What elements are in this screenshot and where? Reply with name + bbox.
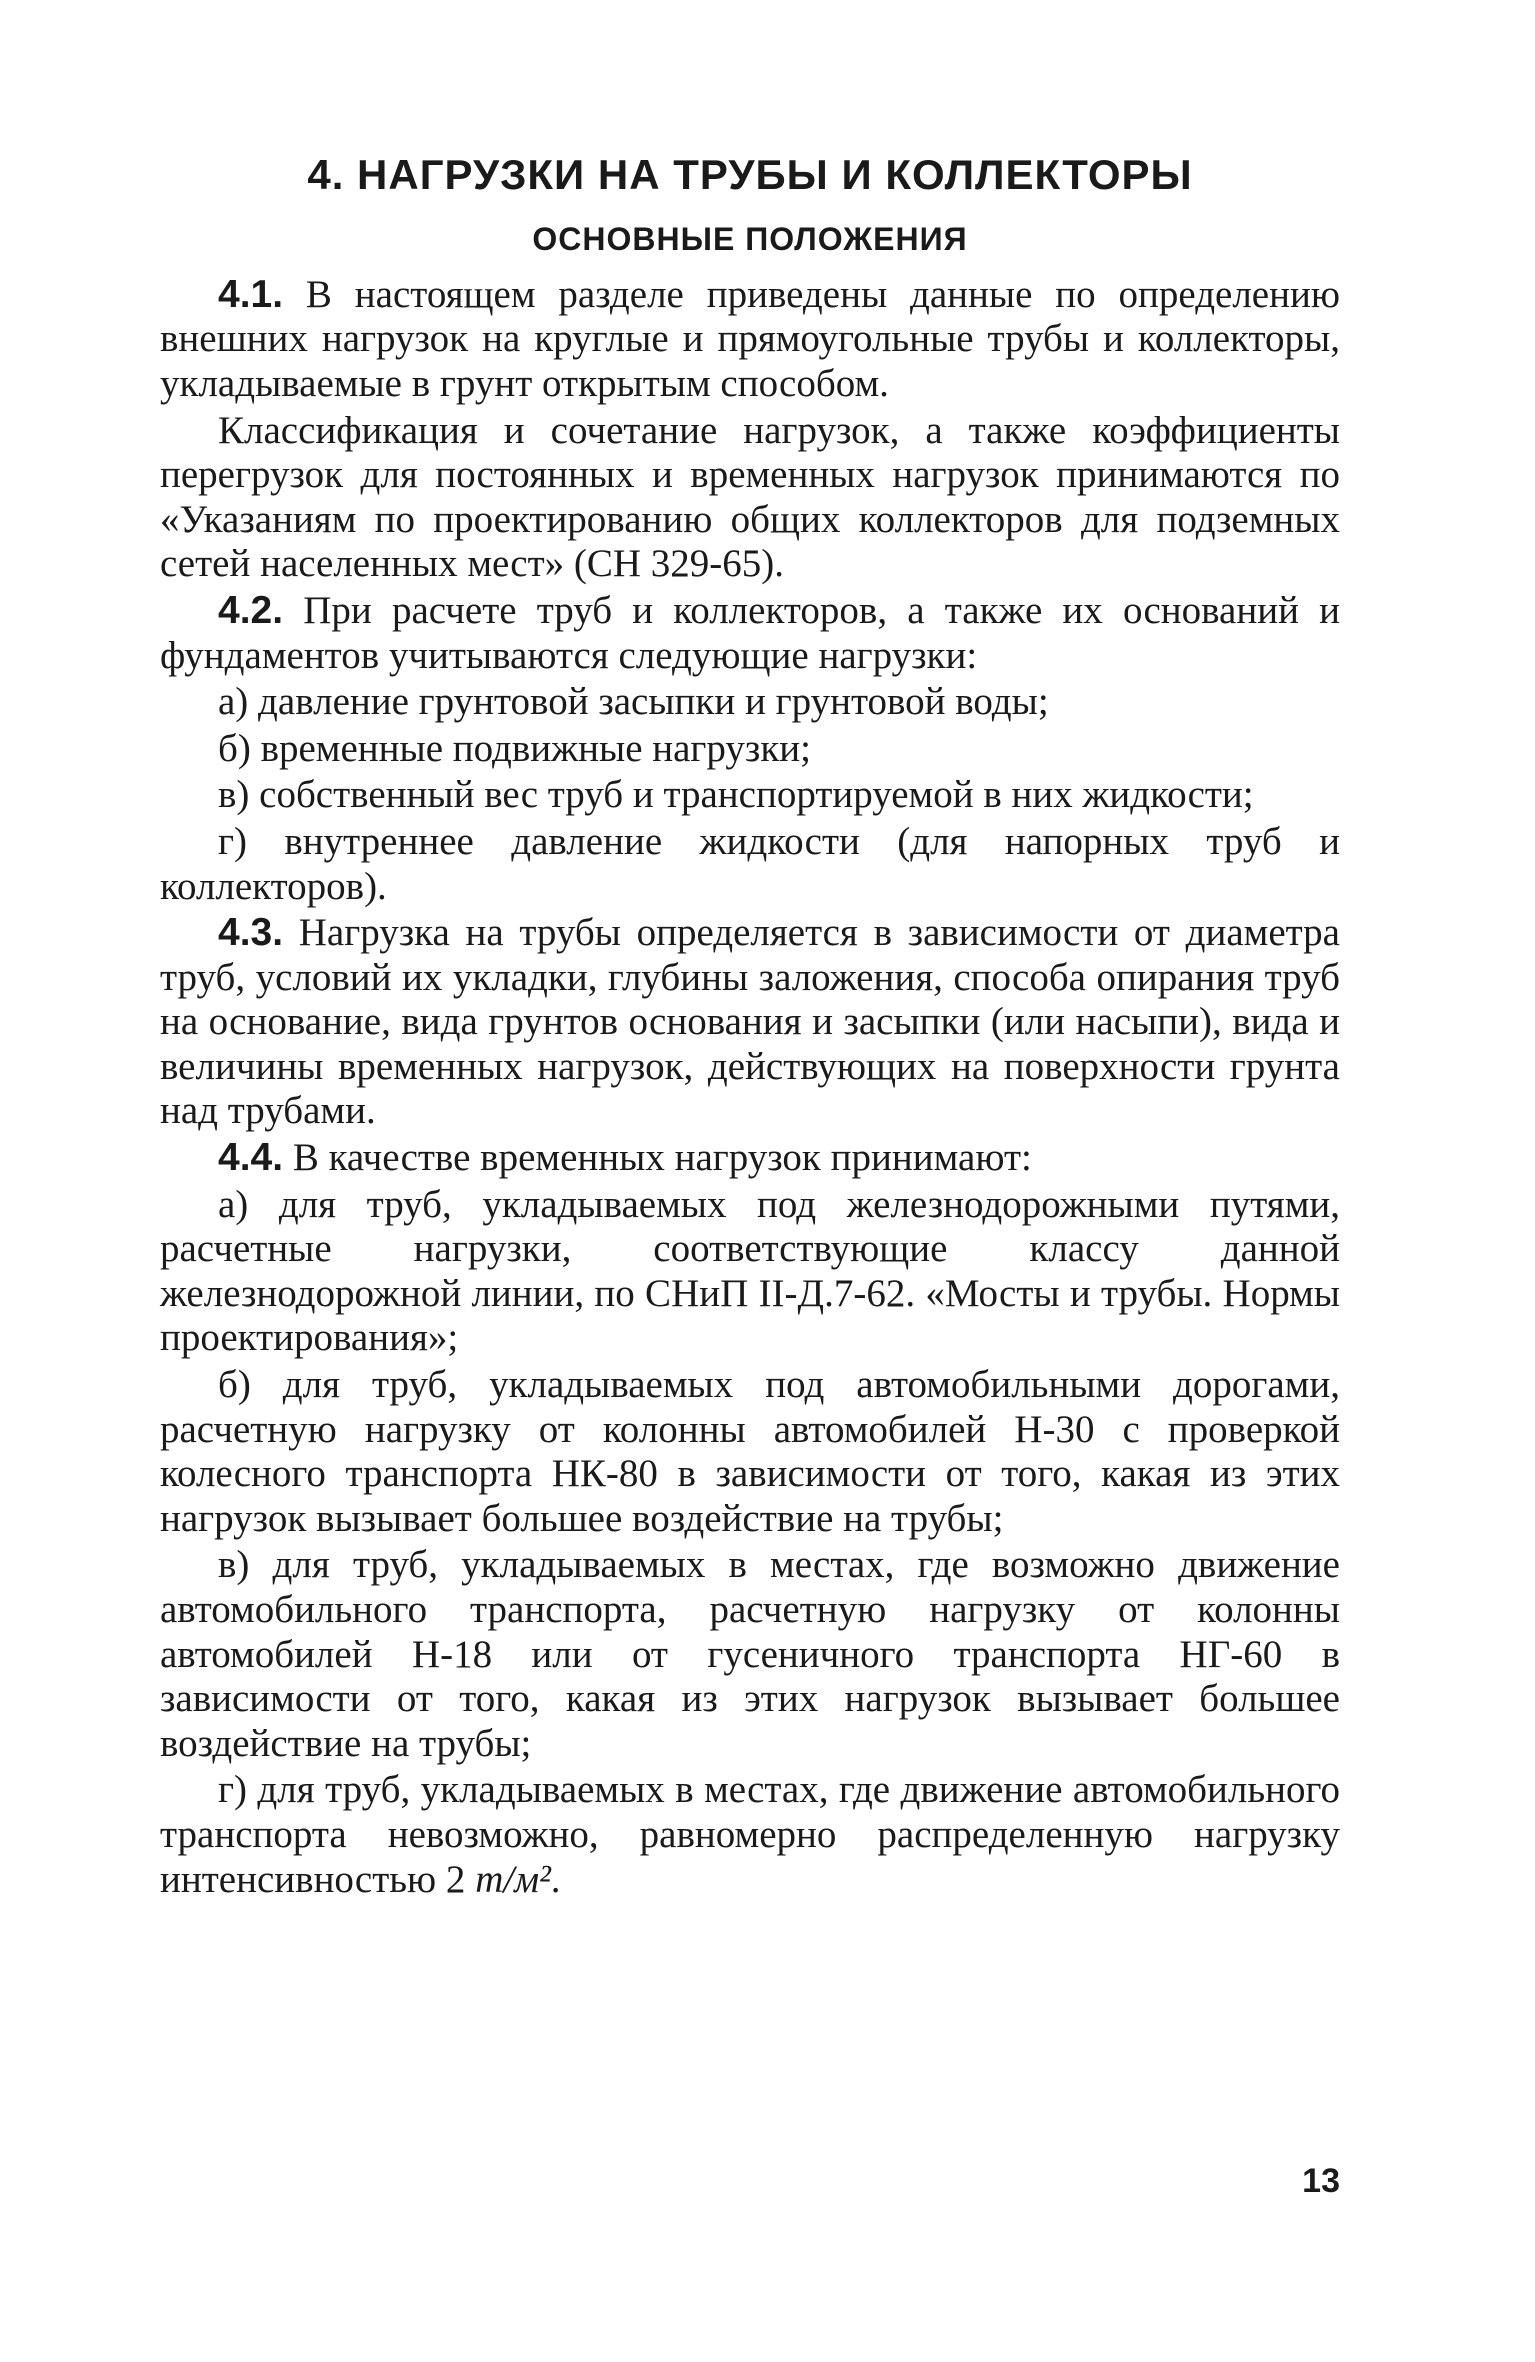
paragraph-end: . — [550, 1857, 561, 1901]
paragraph-4-2 — [160, 589, 1340, 678]
body-text — [160, 273, 1340, 1902]
page-content — [160, 150, 1340, 1902]
list-item-4-4-a: а) для труб, укладываемых под железнодорожными путями, расчетные нагрузки, соответствующие классу данной железнодорожной линии, по СНиП II-Д.7-62. «Мосты и трубы. Нормы проектирования»; — [160, 1182, 1340, 1360]
list-item-4-2-a: а) давление грунтовой засыпки и грунтовой воды; — [218, 680, 1049, 724]
page-number: 13 — [1302, 2162, 1340, 2200]
paragraph-text: г) для труб, укладываемых в местах, где движение автомобильного транспорта невозможно, равномерно распределенную нагрузку интенсивностью 2 — [160, 1768, 1340, 1901]
list-item-4-4-v: в) для труб, укладываемых в местах, где возможно движение автомобильного транспорта, расчетную нагрузку от колонны автомобилей Н-18 или от гусеничного транспорта НГ-60 в зависимости от того, какая из этих нагрузок вызывает большее воздействие на трубы; — [160, 1543, 1340, 1765]
paragraph-number: 4.2. — [218, 588, 284, 632]
list-item-4-2-b: б) временные подвижные нагрузки; — [218, 726, 811, 770]
paragraph-4-1 — [160, 273, 1340, 407]
list-item-4-2-v: в) собственный вес труб и транспортируемой в них жидкости; — [218, 773, 1254, 817]
section-title: 4. НАГРУЗКИ НА ТРУБЫ И КОЛЛЕКТОРЫ — [307, 151, 1193, 198]
paragraph-4-3 — [160, 911, 1340, 1134]
paragraph-number: 4.1. — [218, 272, 284, 316]
unit-label: т/м² — [475, 1857, 551, 1901]
list-item-4-4-g — [160, 1768, 1340, 1902]
list-item-4-2-g: г) внутреннее давление жидкости (для напорных труб и коллекторов). — [160, 819, 1340, 908]
paragraph-classification: Классификация и сочетание нагрузок, а также коэффициенты перегрузок для постоянных и временных нагрузок принимаются по «Указаниям по проектированию общих коллекторов для подземных сетей населенных мест» (СН 329-65). — [160, 408, 1340, 586]
paragraph-number: 4.3. — [218, 911, 284, 955]
paragraph-text: В настоящем разделе приведены данные по определению внешних нагрузок на круглые и прямоугольные трубы и коллекторы, укладываемые в грунт открытым способом. — [160, 272, 1340, 405]
paragraph-text: Нагрузка на трубы определяется в зависимости от диаметра труб, условий их укладки, глубины заложения, способа опирания труб на основание, вида грунтов основания и засыпки (или насыпи), вида и величины временных нагрузок, действующих на поверхности грунта над трубами. — [160, 911, 1340, 1133]
list-item-4-4-b: б) для труб, укладываемых под автомобильными дорогами, расчетную нагрузку от колонны автомобилей Н-30 с проверкой колесного транспорта НК-80 в зависимости от того, какая из этих нагрузок вызывает большее воздействие на трубы; — [160, 1363, 1340, 1540]
paragraph-number: 4.4. — [218, 1136, 284, 1180]
paragraph-4-4 — [160, 1136, 1340, 1181]
paragraph-text: В качестве временных нагрузок принимают: — [283, 1136, 1032, 1180]
paragraph-text: При расчете труб и коллекторов, а также их оснований и фундаментов учитываются следующие нагрузки: — [160, 588, 1340, 677]
section-subtitle: ОСНОВНЫЕ ПОЛОЖЕНИЯ — [532, 221, 968, 258]
